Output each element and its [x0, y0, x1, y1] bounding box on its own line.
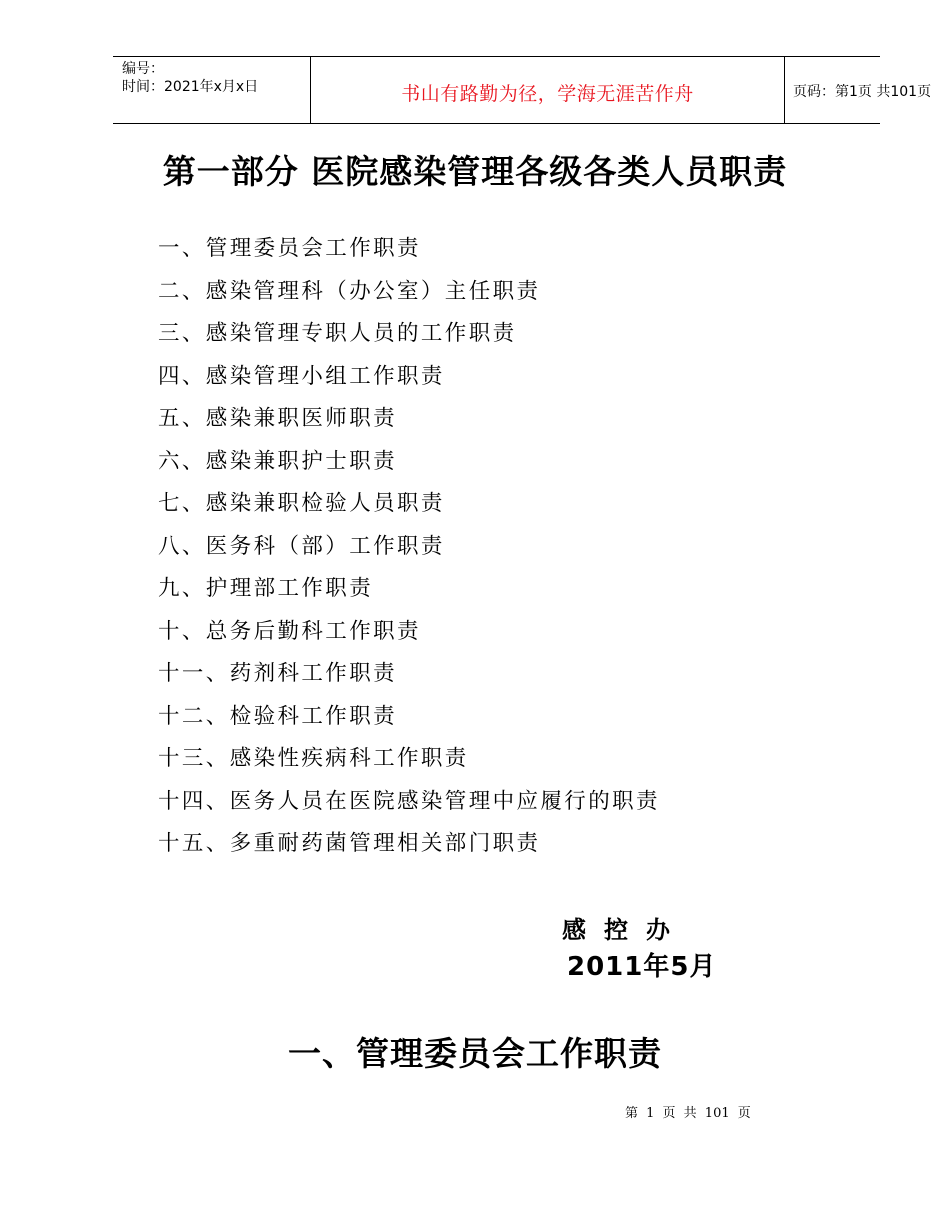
section-title: 一、管理委员会工作职责 [288, 1034, 662, 1073]
toc-item: 十二、检验科工作职责 [158, 703, 398, 729]
page-footer: 第 1 页 共 101 页 [625, 1106, 751, 1121]
signature-org: 感控办 [562, 916, 688, 944]
toc-item: 四、感染管理小组工作职责 [158, 363, 445, 389]
document-time-label: 时间：2021年x月x日 [122, 79, 259, 95]
toc-item: 十、总务后勤科工作职责 [158, 618, 421, 644]
toc-item: 十四、医务人员在医院感染管理中应履行的职责 [158, 788, 660, 814]
header-meta-cell [113, 57, 310, 123]
main-title: 第一部分 医院感染管理各级各类人员职责 [162, 152, 788, 191]
toc-item: 三、感染管理专职人员的工作职责 [158, 321, 517, 346]
header-motto: 书山有路勤为径，学海无涯苦作舟 [401, 83, 694, 105]
toc-item: 二、感染管理科（办公室）主任职责 [158, 278, 541, 304]
header-page-code: 页码：第1页 共101页 [793, 84, 932, 100]
document-header [113, 56, 932, 124]
toc-item: 八、医务科（部）工作职责 [158, 533, 445, 559]
toc-item: 六、感染兼职护士职责 [158, 448, 398, 474]
toc-item: 七、感染兼职检验人员职责 [158, 491, 445, 516]
toc-item: 十一、药剂科工作职责 [158, 661, 398, 686]
header-motto-cell [310, 57, 785, 123]
toc-item: 一、管理委员会工作职责 [158, 236, 421, 261]
toc-item: 九、护理部工作职责 [158, 576, 374, 601]
toc-item: 十五、多重耐药菌管理相关部门职责 [158, 831, 541, 856]
table-of-contents [158, 232, 660, 870]
signature-date: 2011年5月 [567, 952, 717, 982]
toc-item: 五、感染兼职医师职责 [158, 406, 398, 431]
toc-item: 十三、感染性疾病科工作职责 [158, 746, 469, 771]
header-page-cell [785, 57, 932, 123]
document-number-label: 编号： [122, 61, 164, 77]
